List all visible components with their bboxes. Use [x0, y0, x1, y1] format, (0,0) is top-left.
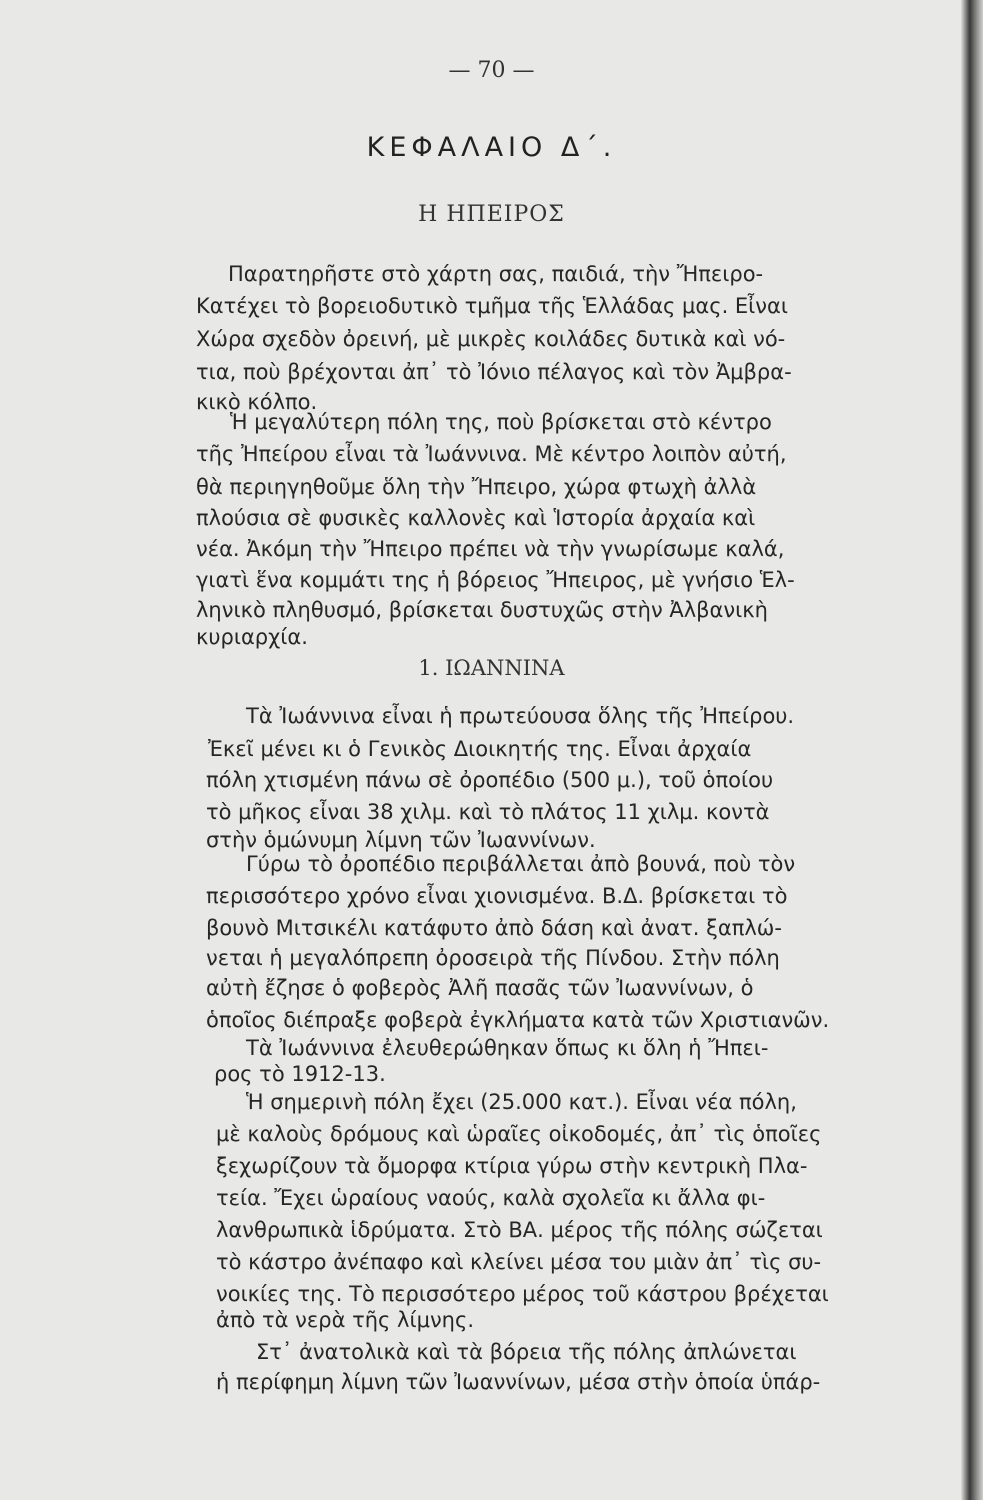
text-line: Στ᾽ ἀνατολικὰ καὶ τὰ βόρεια τῆς πόλης ἀπλώνεται [256, 1340, 797, 1364]
text-line: στὴν ὁμώνυμη λίμνη τῶν Ἰωαννίνων. [206, 828, 596, 852]
text-line: Τὰ Ἰωάννινα εἶναι ἡ πρωτεύουσα ὅλης τῆς Ἠπείρου. [246, 704, 795, 728]
text-line: τὸ κάστρο ἀνέπαφο καὶ κλείνει μέσα του μιὰν ἀπ᾽ τὶς συ- [216, 1250, 822, 1274]
text-line: βουνὸ Μιτσικέλι κατάφυτο ἀπὸ δάση καὶ ἀνατ. ξαπλώ- [206, 916, 782, 940]
text-line: περισσότερο χρόνο εἶναι χιονισμένα. Β.Δ. βρίσκεται τὸ [206, 884, 788, 908]
subsection-title: 1. ΙΩΑΝΝΙΝΑ [418, 656, 565, 680]
text-line: μὲ καλοὺς δρόμους καὶ ὡραῖες οἰκοδομές, ἀπ᾽ τὶς ὁποῖες [216, 1122, 822, 1146]
text-line: λανθρωπικὰ ἱδρύματα. Στὸ ΒΑ. μέρος τῆς πόλης σώζεται [216, 1218, 823, 1242]
text-line: νοικίες της. Τὸ περισσότερο μέρος τοῦ κάστρου βρέχεται [216, 1282, 829, 1306]
text-line: τὸ μῆκος εἶναι 38 χιλμ. καὶ τὸ πλάτος 11 χιλμ. κοντὰ [206, 800, 770, 824]
text-line: κικὸ κόλπο. [196, 390, 318, 414]
text-line: τῆς Ἠπείρου εἶναι τὰ Ἰωάννινα. Μὲ κέντρο λοιπὸν αὐτή, [196, 442, 787, 466]
text-line: αὐτὴ ἔζησε ὁ φοβερὸς Ἀλῆ πασᾶς τῶν Ἰωαννίνων, ὁ [206, 976, 754, 1000]
text-line: πόλη χτισμένη πάνω σὲ ὀροπέδιο (500 μ.), τοῦ ὁποίου [206, 768, 774, 792]
text-line: Παρατηρῆστε στὸ χάρτη σας, παιδιά, τὴν Ἤπειρο- [228, 262, 764, 286]
text-line: Τὰ Ἰωάννινα ἐλευθερώθηκαν ὅπως κι ὅλη ἡ Ἤπει- [246, 1036, 769, 1060]
text-line: Γύρω τὸ ὀροπέδιο περιβάλλεται ἀπὸ βουνά, ποὺ τὸν [246, 852, 796, 876]
text-line: ξεχωρίζουν τὰ ὄμορφα κτίρια γύρω στὴν κεντρικὴ Πλα- [216, 1154, 808, 1178]
text-line: ρος τὸ 1912-13. [214, 1062, 386, 1086]
chapter-heading: ΚΕΦΑΛΑΙΟ Δ΄. [366, 132, 617, 163]
text-line: τεία. Ἔχει ὡραίους ναούς, καλὰ σχολεῖα κι ἄλλα φι- [216, 1186, 766, 1210]
text-line: νεται ἡ μεγαλόπρεπη ὀροσειρὰ τῆς Πίνδου. Στὴν πόλη [206, 946, 780, 970]
text-line: Ἐκεῖ μένει κι ὁ Γενικὸς Διοικητής της. Εἶναι ἀρχαία [208, 737, 752, 761]
text-line: ἀπὸ τὰ νερὰ τῆς λίμνης. [216, 1308, 474, 1332]
text-line: κυριαρχία. [196, 625, 308, 649]
text-line: νέα. Ἀκόμη τὴν Ἤπειρο πρέπει νὰ τὴν γνωρίσωμε καλά, [196, 537, 785, 561]
text-line: Ἡ μεγαλύτερη πόλη της, ποὺ βρίσκεται στὸ κέντρο [230, 410, 772, 434]
text-line: ἡ περίφημη λίμνη τῶν Ἰωαννίνων, μέσα στὴν ὁποία ὑπάρ- [216, 1370, 821, 1394]
text-line: ὁποῖος διέπραξε φοβερὰ ἐγκλήματα κατὰ τῶν Χριστιανῶν. [206, 1008, 830, 1032]
text-line: γιατὶ ἕνα κομμάτι της ἡ βόρειος Ἤπειρος, μὲ γνήσιο Ἑλ- [196, 568, 795, 592]
text-line: Ἡ σημερινὴ πόλη ἔχει (25.000 κατ.). Εἶναι νέα πόλη, [246, 1090, 797, 1114]
section-title: Η ΗΠΕΙΡΟΣ [418, 202, 565, 227]
text-line: Χώρα σχεδὸν ὀρεινή, μὲ μικρὲς κοιλάδες δυτικὰ καὶ νό- [196, 327, 786, 351]
page-number: — 70 — [448, 58, 535, 83]
text-line: Κατέχει τὸ βορειοδυτικὸ τμῆμα τῆς Ἑλλάδας μας. Εἶναι [196, 294, 788, 318]
text-line: ληνικὸ πληθυσμό, βρίσκεται δυστυχῶς στὴν Ἀλβανικὴ [196, 598, 768, 622]
text-line: τια, ποὺ βρέχονται ἀπ᾽ τὸ Ἰόνιο πέλαγος καὶ τὸν Ἀμβρα- [196, 360, 792, 384]
text-line: πλούσια σὲ φυσικὲς καλλονὲς καὶ Ἱστορία ἀρχαία καὶ [196, 506, 756, 530]
text-line: θὰ περιηγηθοῦμε ὅλη τὴν Ἤπειρο, χώρα φτωχὴ ἀλλὰ [196, 475, 757, 499]
